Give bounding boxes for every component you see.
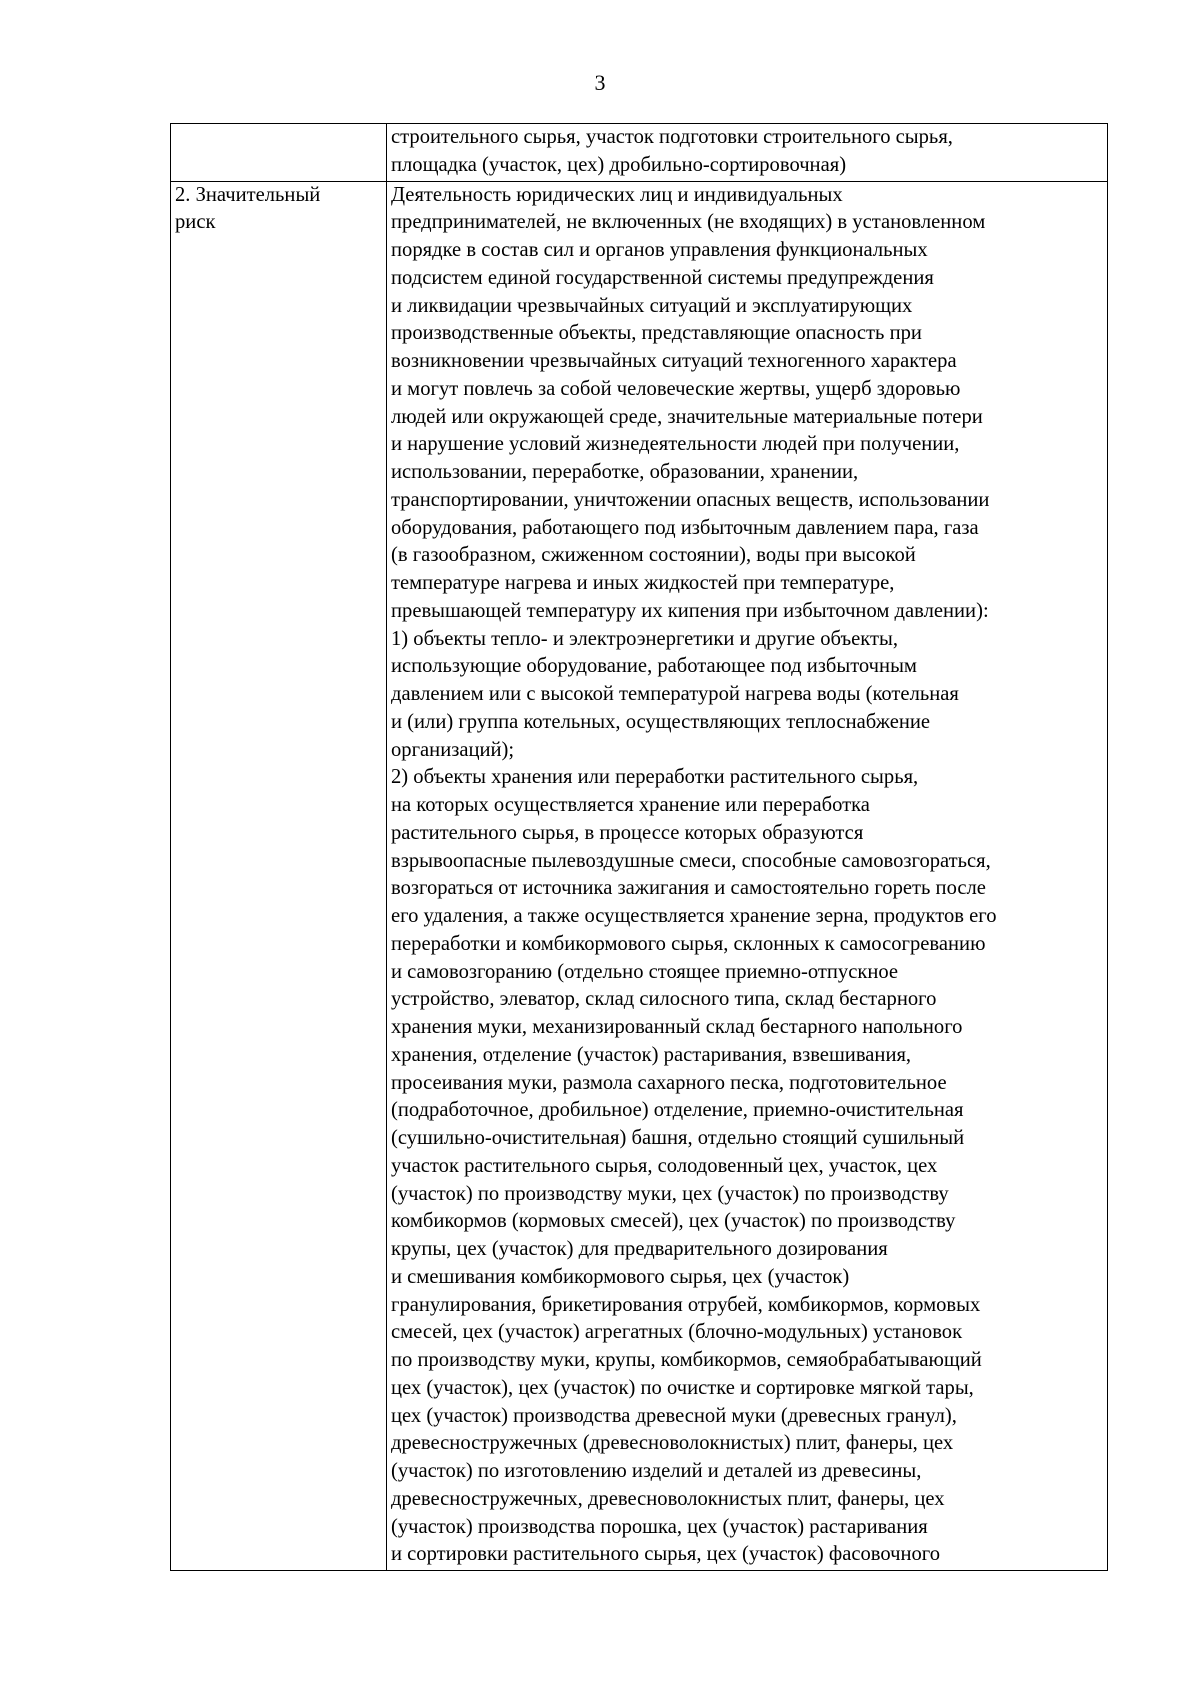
- description-line: строительного сырья, участок подготовки строительного сырья,: [391, 126, 953, 148]
- description-line: переработки и комбикормового сырья, склонных к самосогреванию: [391, 932, 986, 955]
- description-line: хранения муки, механизированный склад бестарного напольного: [391, 1016, 963, 1038]
- table-row: [171, 181, 1108, 1571]
- description-line: подсистем единой государственной системы предупреждения: [391, 266, 934, 289]
- risk-category-line: 2. Значительный: [175, 183, 321, 206]
- description-line: порядке в состав сил и органов управления функциональных: [391, 239, 928, 261]
- risk-table: [170, 123, 1108, 1571]
- description-line: 1) объекты тепло- и электроэнергетики и другие объекты,: [391, 627, 898, 650]
- description-line: и самовозгоранию (отдельно стоящее приемно-отпускное: [391, 960, 899, 983]
- description-line: использующие оборудование, работающее под избыточным: [391, 655, 917, 678]
- description-line: и ликвидации чрезвычайных ситуаций и эксплуатирующих: [391, 294, 913, 317]
- description-line: смесей, цех (участок) агрегатных (блочно-модульных) установок: [391, 1321, 963, 1344]
- description-line: по производству муки, крупы, комбикормов, семяобрабатывающий: [391, 1349, 982, 1371]
- description-line: возгораться от источника зажигания и самостоятельно гореть после: [391, 877, 986, 900]
- description-line: предпринимателей, не включенных (не входящих) в установленном: [391, 211, 986, 234]
- risk-category-cell: [171, 181, 387, 1571]
- description-line: взрывоопасные пылевоздушные смеси, способные самовозгораться,: [391, 849, 991, 872]
- description-line: (участок) производства порошка, цех (участок) растаривания: [391, 1515, 928, 1538]
- description-line: древесностружечных (древесноволокнистых) плит, фанеры, цех: [391, 1432, 954, 1455]
- description-line: превышающей температуру их кипения при избыточном давлении):: [391, 599, 989, 622]
- risk-table-body: [171, 124, 1108, 1571]
- description-line: его удаления, а также осуществляется хранение зерна, продуктов его: [391, 905, 997, 927]
- activity-description-cell: [387, 181, 1108, 1571]
- description-line: организаций);: [391, 738, 515, 761]
- description-line: и (или) группа котельных, осуществляющих теплоснабжение: [391, 710, 931, 733]
- description-line: (подработочное, дробильное) отделение, приемно-очистительная: [391, 1099, 964, 1122]
- description-line: устройство, элеватор, склад силосного типа, склад бестарного: [391, 988, 937, 1011]
- description-line: Деятельность юридических лиц и индивидуальных: [391, 183, 843, 206]
- description-line: давлением или с высокой температурой нагрева воды (котельная: [391, 683, 959, 705]
- description-line: (участок) по изготовлению изделий и деталей из древесины,: [391, 1460, 922, 1482]
- description-line: оборудования, работающего под избыточным давлением пара, газа: [391, 516, 979, 539]
- risk-category-cell: [171, 124, 387, 182]
- description-line: комбикормов (кормовых смесей), цех (участок) по производству: [391, 1210, 956, 1233]
- description-line: гранулирования, брикетирования отрубей, комбикормов, кормовых: [391, 1293, 981, 1316]
- activity-description-cell: [387, 124, 1108, 182]
- description-line: крупы, цех (участок) для предварительного дозирования: [391, 1238, 888, 1260]
- description-line: на которых осуществляется хранение или переработка: [391, 794, 870, 816]
- description-line: и могут повлечь за собой человеческие жертвы, ущерб здоровью: [391, 377, 961, 400]
- description-line: производственные объекты, представляющие опасность при: [391, 322, 922, 345]
- description-line: возникновении чрезвычайных ситуаций техногенного характера: [391, 350, 957, 372]
- description-line: (участок) по производству муки, цех (участок) по производству: [391, 1182, 949, 1205]
- description-line: древесностружечных, древесноволокнистых плит, фанеры, цех: [391, 1487, 945, 1510]
- description-line: транспортировании, уничтожении опасных веществ, использовании: [391, 488, 990, 511]
- description-line: 2) объекты хранения или переработки растительного сырья,: [391, 766, 919, 789]
- description-line: людей или окружающей среде, значительные материальные потери: [391, 405, 983, 428]
- description-line: (сушильно-очистительная) башня, отдельно стоящий сушильный: [391, 1127, 965, 1149]
- description-line: и нарушение условий жизнедеятельности людей при получении,: [391, 433, 960, 456]
- description-line: (в газообразном, сжиженном состоянии), воды при высокой: [391, 544, 916, 567]
- description-line: температуре нагрева и иных жидкостей при температуре,: [391, 572, 895, 594]
- description-line: хранения, отделение (участок) растаривания, взвешивания,: [391, 1043, 912, 1066]
- description-line: площадка (участок, цех) дробильно-сортировочная): [391, 153, 847, 176]
- page-number: 3: [594, 70, 606, 95]
- description-line: просеивания муки, размола сахарного песка, подготовительное: [391, 1071, 947, 1094]
- description-line: растительного сырья, в процессе которых образуются: [391, 821, 864, 844]
- description-line: и сортировки растительного сырья, цех (участок) фасовочного: [391, 1543, 941, 1566]
- risk-category-line: риск: [175, 211, 216, 234]
- description-line: участок растительного сырья, солодовенный цех, участок, цех: [391, 1154, 938, 1177]
- description-line: цех (участок) производства древесной муки (древесных гранул),: [391, 1404, 957, 1427]
- table-row: [171, 124, 1108, 182]
- description-line: и смешивания комбикормового сырья, цех (участок): [391, 1265, 850, 1288]
- description-line: использовании, переработке, образовании, хранении,: [391, 461, 859, 483]
- description-line: цех (участок), цех (участок) по очистке и сортировке мягкой тары,: [391, 1376, 974, 1399]
